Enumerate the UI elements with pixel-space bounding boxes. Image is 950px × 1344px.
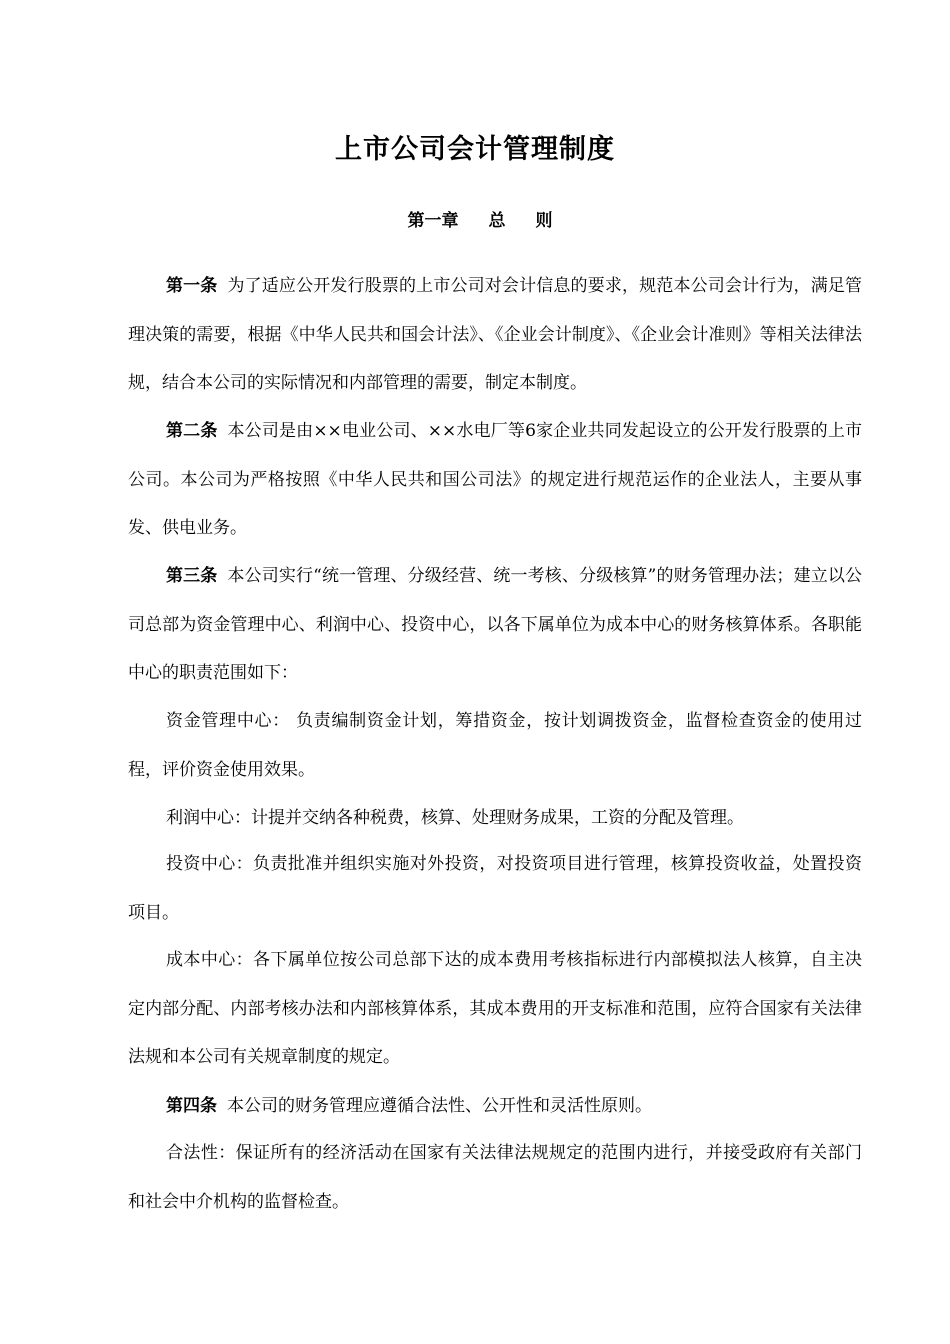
cost-center-text: 成本中心：各下属单位按公司总部下达的成本费用考核指标进行内部模拟法人核算，自主决定内部分配、内部考核办法和内部核算体系，其成本费用的开支标准和范围，应符合国家有关法律法规和本公司有关规章制度的规定。 (128, 950, 862, 1067)
profit-center-text: 利润中心：计提并交纳各种税费，核算、处理财务成果，工资的分配及管理。 (166, 808, 744, 828)
document-title: 上市公司会计管理制度 (335, 134, 615, 165)
article-1-paragraph (128, 262, 862, 408)
chapter-word-2: 则 (535, 211, 553, 231)
article-3-text: 本公司实行“统一管理、分级经营、统一考核、分级核算”的财务管理办法；建立以公司总部为资金管理中心、利润中心、投资中心，以各下属单位为成本中心的财务核算体系。各职能中心的职责范围如下： (128, 566, 862, 683)
article-1-label: 第一条 (166, 276, 218, 296)
article-3-label: 第三条 (166, 566, 218, 586)
article-3-paragraph (128, 552, 862, 698)
cost-center-paragraph (128, 936, 862, 1082)
article-4-label: 第四条 (166, 1096, 217, 1116)
article-4-text: 本公司的财务管理应遵循合法性、公开性和灵活性原则。 (227, 1096, 652, 1116)
article-2-text: 本公司是由××电业公司、××水电厂等6家企业共同发起设立的公开发行股票的上市公司。本公司为严格按照《中华人民共和国公司法》的规定进行规范运作的企业法人，主要从事发、供电业务。 (128, 421, 863, 538)
article-1-text: 为了适应公开发行股票的上市公司对会计信息的要求，规范本公司会计行为，满足管理决策的需要，根据《中华人民共和国会计法》、《企业会计制度》、《企业会计准则》等相关法律法规，结合本公司的实际情况和内部管理的需要，制定本制度。 (128, 276, 863, 393)
chapter-number: 第一章 (407, 211, 459, 231)
legality-text: 合法性：保证所有的经济活动在国家有关法律法规规定的范围内进行，并接受政府有关部门和社会中介机构的监督检查。 (128, 1143, 862, 1212)
chapter-word-1: 总 (488, 211, 506, 231)
capital-center-paragraph (128, 697, 862, 794)
article-2-paragraph (128, 407, 862, 553)
article-2-label: 第二条 (166, 421, 218, 441)
article-4-paragraph (128, 1082, 862, 1131)
investment-center-text: 投资中心：负责批准并组织实施对外投资，对投资项目进行管理，核算投资收益，处置投资项目。 (128, 854, 862, 923)
capital-center-text: 资金管理中心： 负责编制资金计划，筹措资金，按计划调拨资金，监督检查资金的使用过程，评价资金使用效果。 (128, 711, 862, 780)
investment-center-paragraph (128, 840, 862, 938)
profit-center-paragraph (128, 794, 862, 843)
chapter-heading (0, 208, 950, 234)
legality-paragraph (128, 1129, 862, 1226)
